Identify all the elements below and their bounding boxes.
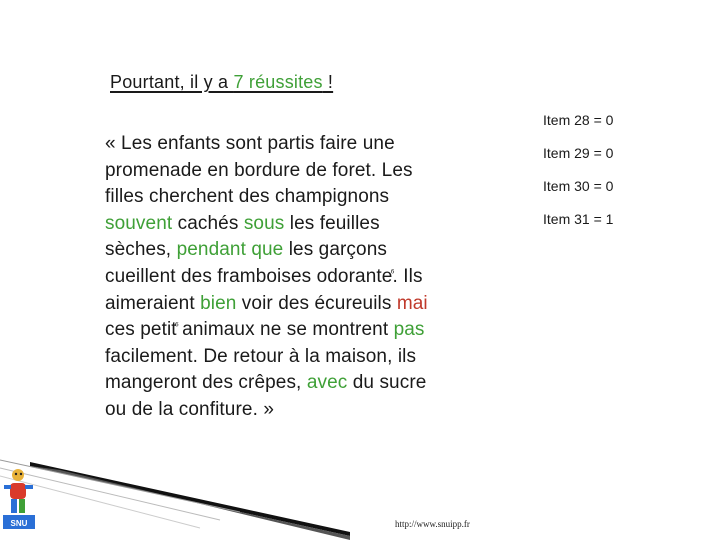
highlighted-word: pendant que: [176, 239, 284, 261]
highlighted-word: pas: [393, 319, 425, 341]
reading-passage: [105, 131, 535, 424]
passage-line: souvent cachés sous les feuilles: [105, 212, 380, 234]
passage-line: promenade en bordure de foret. Les: [105, 159, 413, 181]
passage-line: cueillent des framboises odoranteⷠ. Ils: [105, 265, 423, 287]
passage-line: mangeront des crêpes, avec du sucre: [105, 372, 427, 394]
passage-line: « Les enfants sont partis faire une: [105, 133, 395, 154]
highlighted-word: souvent: [105, 212, 173, 234]
passage-line: facilement. De retour à la maison, ils: [105, 345, 417, 367]
footer-url[interactable]: http://www.snuipp.fr: [395, 519, 470, 529]
footer-decoration: [0, 440, 720, 540]
item-score: Item 30 = 0: [543, 178, 614, 194]
passage-line: ou de la confiture. »: [105, 398, 274, 420]
title-highlight: 7 réussites: [233, 72, 323, 92]
slide-title: Pourtant, il y a 7 réussites !: [110, 72, 334, 92]
highlighted-word: bien: [200, 292, 237, 314]
passage-line: sèches, pendant que les garçons: [105, 239, 387, 261]
item-scores: [543, 104, 613, 236]
item-score: Item 28 = 0: [543, 112, 614, 128]
highlighted-word: mai: [396, 292, 428, 314]
highlighted-word: sous: [243, 212, 285, 234]
snuipp-logo: [0, 455, 40, 540]
passage-line: filles cherchent des champignons: [105, 186, 390, 208]
passage-line: ces petitⷠ animaux ne se montrent pas: [105, 319, 425, 341]
item-score: Item 29 = 0: [543, 145, 614, 161]
svg-text:SNU: SNU: [10, 519, 28, 528]
passage-line: aimeraient bien voir des écureuils mai: [105, 292, 428, 314]
highlighted-word: avec: [306, 372, 348, 394]
item-score: Item 31 = 1: [543, 211, 614, 227]
